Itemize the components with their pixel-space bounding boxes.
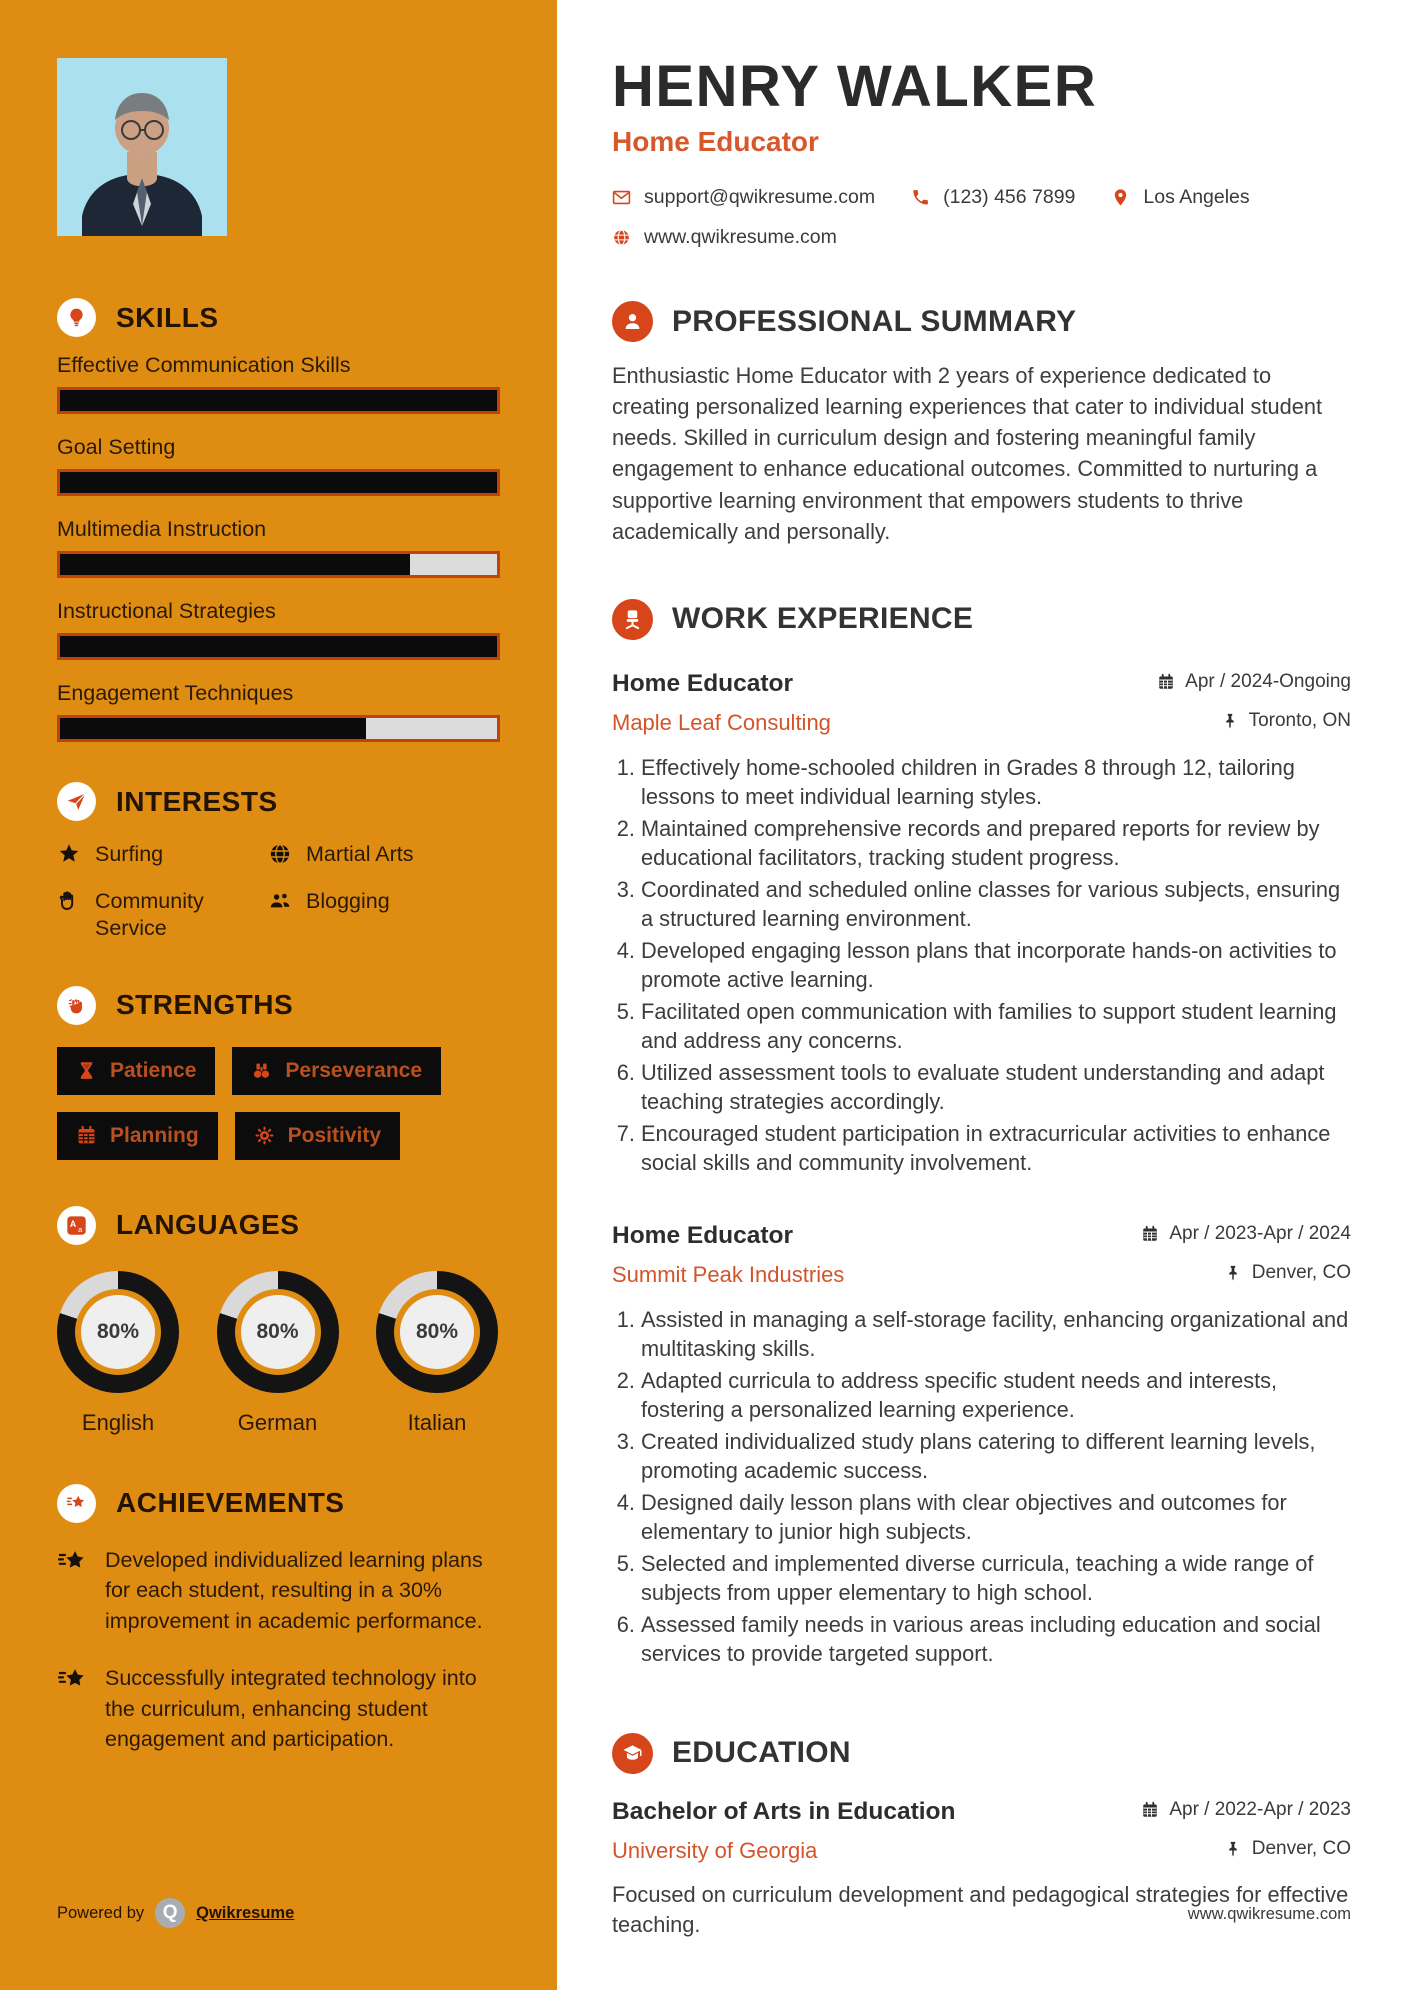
achievements-title: ACHIEVEMENTS <box>116 1487 345 1519</box>
education-dates <box>1141 1799 1351 1821</box>
job-bullet: 5. Selected and implemented diverse curricula, teaching a wide range of subjects from upper elementary to high school. <box>641 1550 1351 1608</box>
job-company: Summit Peak Industries <box>612 1261 845 1287</box>
skills-title: SKILLS <box>116 301 219 333</box>
achievements-section-header <box>57 1484 500 1523</box>
education-location-text: Denver, CO <box>1251 1837 1351 1859</box>
star-badge-icon <box>57 1665 88 1696</box>
main-content <box>557 0 1407 1990</box>
interest-label: Blogging <box>306 888 390 913</box>
job-role: Home Educator <box>612 1221 794 1249</box>
map-marker-icon <box>1111 188 1130 207</box>
language-item <box>57 1271 179 1436</box>
interest-item <box>268 888 500 942</box>
graduate-icon <box>612 1733 653 1774</box>
shooting-star-icon <box>57 1484 96 1523</box>
qwikresume-link[interactable]: Qwikresume <box>196 1903 295 1922</box>
job-bullet: 2. Maintained comprehensive records and prepared reports for review by educational facilitators, tracking student progress. <box>641 815 1351 873</box>
interest-item <box>268 841 500 868</box>
summary-title: PROFESSIONAL SUMMARY <box>672 304 1077 338</box>
job-subheader-row <box>612 1250 1351 1288</box>
interest-item <box>57 888 262 942</box>
job-bullet: 3. Coordinated and scheduled online classes for various subjects, ensuring a structured learning environment. <box>641 876 1351 934</box>
interests-section-header <box>57 782 500 821</box>
languages-title: LANGUAGES <box>116 1209 300 1241</box>
user-icon <box>612 301 653 342</box>
job-bullet: 1. Effectively home-schooled children in Grades 8 through 12, tailoring lessons to meet individual learning styles. <box>641 754 1351 812</box>
job-bullet-list <box>612 1306 1351 1669</box>
binoculars-icon <box>251 1060 272 1081</box>
office-chair-icon <box>612 599 653 640</box>
skill-label: Effective Communication Skills <box>57 353 351 377</box>
email-text: support@qwikresume.com <box>644 186 876 208</box>
education-title: EDUCATION <box>672 1736 851 1770</box>
job-header-row <box>612 1222 1351 1250</box>
svg-text:A: A <box>69 1218 77 1229</box>
job-location <box>1221 710 1351 732</box>
language-donut <box>57 1271 179 1393</box>
education-dates-text: Apr / 2022-Apr / 2023 <box>1169 1798 1351 1820</box>
calendar-grid-icon <box>76 1125 97 1146</box>
skill-bar <box>57 633 500 660</box>
strength-label: Perseverance <box>285 1058 423 1082</box>
calendar-icon <box>1141 1801 1159 1819</box>
language-donut <box>217 1271 339 1393</box>
donut-hole <box>394 1289 480 1375</box>
contact-phone <box>911 186 1075 209</box>
job-entry <box>612 670 1351 1178</box>
contact-location <box>1111 186 1249 209</box>
interests-title: INTERESTS <box>116 785 278 817</box>
strengths-title: STRENGTHS <box>116 989 294 1021</box>
strength-chip <box>57 1047 215 1095</box>
job-company: Maple Leaf Consulting <box>612 709 831 735</box>
globe-icon <box>612 228 631 247</box>
svg-text:a: a <box>78 1224 83 1234</box>
education-header-row <box>612 1798 1351 1826</box>
education-school: University of Georgia <box>612 1837 818 1863</box>
interest-label: Surfing <box>95 842 164 866</box>
job-role: Home Educator <box>612 669 794 697</box>
work-section-header <box>612 599 1351 640</box>
skill-bar-fill <box>60 390 497 411</box>
hand-icon <box>57 889 81 913</box>
contact-website <box>612 226 837 249</box>
interests-list <box>57 841 500 942</box>
job-dates <box>1141 1223 1351 1245</box>
job-location <box>1224 1262 1351 1284</box>
job-dates <box>1157 671 1351 693</box>
contact-info <box>612 186 1351 249</box>
translate-icon <box>57 1206 96 1245</box>
summary-section-header <box>612 301 1351 342</box>
education-section-header <box>612 1733 1351 1774</box>
job-bullet: 3. Created individualized study plans catering to different learning levels, promoting academic success. <box>641 1428 1351 1486</box>
language-label: Italian <box>407 1409 467 1435</box>
job-dates-text: Apr / 2024-Ongoing <box>1185 670 1351 692</box>
education-location <box>1224 1838 1351 1860</box>
gear-icon <box>254 1125 275 1146</box>
envelope-icon <box>612 188 631 207</box>
hourglass-icon <box>76 1060 97 1081</box>
lightbulb-icon <box>57 298 96 337</box>
interest-item <box>57 841 262 868</box>
strength-label: Planning <box>110 1123 199 1147</box>
language-percent: 80% <box>241 1295 315 1369</box>
globe-icon <box>268 842 292 866</box>
skill-label: Engagement Techniques <box>57 681 294 705</box>
powered-by-label: Powered by <box>57 1903 145 1922</box>
skill-bar <box>57 715 500 742</box>
pushpin-icon <box>1224 1840 1242 1858</box>
phone-text: (123) 456 7899 <box>943 186 1076 208</box>
strength-chip <box>57 1112 218 1160</box>
job-entry <box>612 1222 1351 1669</box>
education-degree: Bachelor of Arts in Education <box>612 1797 956 1825</box>
strength-label: Positivity <box>287 1123 382 1147</box>
job-header-row <box>612 670 1351 698</box>
skill-bar-fill <box>60 472 497 493</box>
job-location-text: Denver, CO <box>1251 1261 1351 1283</box>
strengths-section-header <box>57 986 500 1025</box>
job-bullet: 6. Assessed family needs in various areas including education and social services to provide targeted support. <box>641 1611 1351 1669</box>
calendar-icon <box>1141 1225 1159 1243</box>
sidebar-footer <box>57 1898 294 1928</box>
sidebar <box>0 0 557 1990</box>
skill-item <box>57 517 500 578</box>
job-subheader-row <box>612 698 1351 736</box>
skill-item <box>57 353 500 414</box>
job-bullet-list <box>612 754 1351 1178</box>
star-icon <box>57 842 81 866</box>
fist-icon <box>57 986 96 1025</box>
strengths-list <box>57 1047 500 1160</box>
languages-list <box>57 1271 498 1436</box>
paper-plane-icon <box>57 782 96 821</box>
languages-section-header <box>57 1206 500 1245</box>
page-footer-website: www.qwikresume.com <box>1187 1905 1351 1923</box>
language-label: German <box>237 1409 318 1435</box>
job-bullet: 1. Assisted in managing a self-storage facility, enhancing organizational and multitasking skills. <box>641 1306 1351 1364</box>
language-percent: 80% <box>81 1295 155 1369</box>
donut-hole <box>75 1289 161 1375</box>
skill-bar-fill <box>60 636 497 657</box>
skill-item <box>57 599 500 660</box>
candidate-name: HENRY WALKER <box>612 54 1098 119</box>
interest-label: Community Service <box>95 888 204 940</box>
candidate-title: Home Educator <box>612 126 819 157</box>
contact-email <box>612 186 875 209</box>
achievements-list <box>57 1545 500 1755</box>
achievement-text: Developed individualized learning plans for each student, resulting in a 30% improvement in academic performance. <box>105 1547 483 1633</box>
portrait-photo <box>57 58 227 236</box>
contact-row <box>612 186 1351 209</box>
language-donut <box>376 1271 498 1393</box>
skill-bar-fill <box>60 554 410 575</box>
phone-icon <box>911 188 930 207</box>
skill-bar <box>57 551 500 578</box>
users-icon <box>268 889 292 913</box>
education-subheader-row <box>612 1826 1351 1864</box>
star-badge-icon <box>57 1547 88 1578</box>
qwikresume-logo-icon: Q <box>155 1898 185 1928</box>
achievement-item <box>57 1545 500 1637</box>
skill-label: Multimedia Instruction <box>57 517 267 541</box>
interest-label: Martial Arts <box>306 842 414 866</box>
donut-hole <box>235 1289 321 1375</box>
language-percent: 80% <box>400 1295 474 1369</box>
job-bullet: 6. Utilized assessment tools to evaluate student understanding and adapt teaching strategies accordingly. <box>641 1059 1351 1117</box>
achievement-item <box>57 1663 500 1755</box>
skill-bar <box>57 387 500 414</box>
pushpin-icon <box>1224 1264 1242 1282</box>
education-description: Focused on curriculum development and pedagogical strategies for effective teaching. <box>612 1881 1349 1938</box>
job-bullet: 4. Developed engaging lesson plans that incorporate hands-on activities to promote active learning. <box>641 937 1351 995</box>
language-item <box>376 1271 498 1436</box>
job-bullet: 5. Facilitated open communication with families to support student learning and address any concerns. <box>641 998 1351 1056</box>
work-title: WORK EXPERIENCE <box>672 602 974 636</box>
location-text: Los Angeles <box>1143 186 1250 208</box>
achievement-text: Successfully integrated technology into the curriculum, enhancing student engagement and participation. <box>105 1666 477 1752</box>
contact-row <box>612 226 1351 249</box>
strength-label: Patience <box>110 1058 197 1082</box>
skill-item <box>57 681 500 742</box>
job-bullet: 7. Encouraged student participation in extracurricular activities to enhance social skills and community involvement. <box>641 1120 1351 1178</box>
job-bullet: 4. Designed daily lesson plans with clear objectives and outcomes for elementary to junior high subjects. <box>641 1489 1351 1547</box>
pushpin-icon <box>1221 712 1239 730</box>
language-label: English <box>81 1409 155 1435</box>
calendar-icon <box>1157 673 1175 691</box>
job-location-text: Toronto, ON <box>1248 709 1351 731</box>
website-text: www.qwikresume.com <box>644 226 837 248</box>
strength-chip <box>235 1112 400 1160</box>
language-item <box>217 1271 339 1436</box>
skills-section-header <box>57 298 500 337</box>
summary-text: Enthusiastic Home Educator with 2 years of experience dedicated to creating personalized learning experiences that cater to individual student needs. Skilled in curriculum design and fostering meaningful family engagement to enhance educational outcomes. Committed to nurturing a supportive learning environment that empowers students to thrive academically and personally. <box>612 363 1323 544</box>
skill-label: Goal Setting <box>57 435 176 459</box>
skill-label: Instructional Strategies <box>57 599 276 623</box>
job-bullet: 2. Adapted curricula to address specific student needs and interests, fostering a personalized learning experience. <box>641 1367 1351 1425</box>
skill-bar-fill <box>60 718 366 739</box>
job-dates-text: Apr / 2023-Apr / 2024 <box>1169 1222 1351 1244</box>
skill-item <box>57 435 500 496</box>
skill-bar <box>57 469 500 496</box>
strength-chip <box>232 1047 441 1095</box>
